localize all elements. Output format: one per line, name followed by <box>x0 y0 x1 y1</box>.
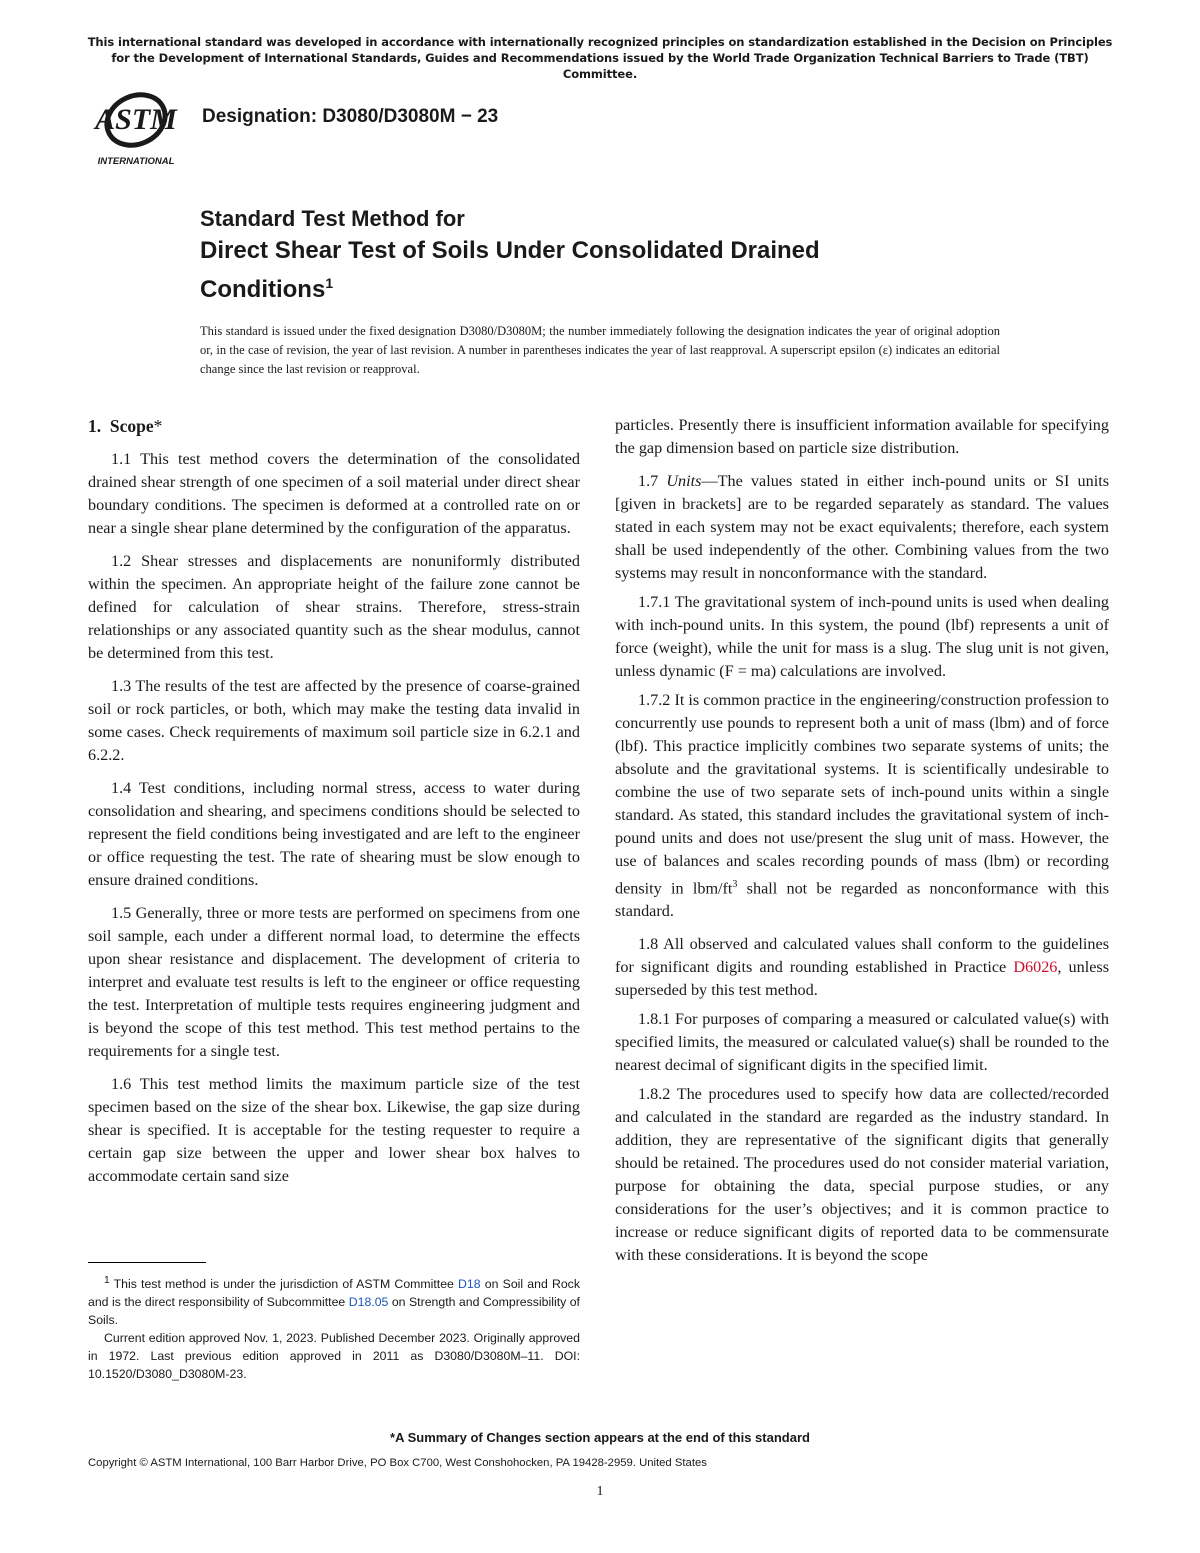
p1-7-2-sup: 3 <box>732 879 738 890</box>
subcommittee-d18-05-link[interactable]: D18.05 <box>348 1295 389 1310</box>
right-column <box>615 414 1109 1277</box>
astm-logo <box>88 86 188 168</box>
logo-letters: ASTM <box>95 103 177 136</box>
d6026-link[interactable]: D6026 <box>1013 958 1058 977</box>
paragraph-1-6-continued: particles. Presently there is insufficient information available for specifying the gap dimension based on particle size distribution. <box>615 416 1109 457</box>
p1-7-text: —The values stated in either inch-pound units or SI units [given in brackets] are to be regarded separately as standard. The values stated in each system may not be exact equivalents; therefore, each system shall be used independently of the other. Combining values from the two systems may result in nonconformance with the standard. <box>615 472 1109 582</box>
title-line-2: Direct Shear Test of Soils Under Consolidated Drained <box>200 237 820 264</box>
footnote-text-b: on Soil and Rock and is the direct responsibility of Subcommittee <box>88 1277 580 1310</box>
paragraph-1-7-2 <box>615 689 1109 923</box>
astm-logo-graphic <box>88 86 188 168</box>
p1-8-text: 1.8 All observed and calculated values shall conform to the guidelines for significant digits and rounding established in Practice <box>615 935 1109 977</box>
p1-8-end: , unless superseded by this test method. <box>615 958 1110 1000</box>
p1-7-2-text: 1.7.2 It is common practice in the engineering/construction profession to concurrently use pounds to represent both a unit of mass (lbm) and of force (lbf). This practice implicitly combines two separate systems of units; the absolute and the gravitational systems. It is scientifically undesirable to combine the use of two separate sets of inch-pound units within a single standard. As stated, this standard includes the gravitational system of inch-pound units and does not use/present the slug unit of mass. However, the use of balances and scales recording pounds of mass (lbm) or recording density in lbm/ft <box>615 691 1109 898</box>
paragraph-1-5: 1.5 Generally, three or more tests are performed on specimens from one soil sample, each under a different normal load, to determine the effects upon shear resistance and displacement. The development of criteria to interpret and evaluate test results is left to the engineer or office requesting the test. Interpretation of multiple tests requires engineering judgment and is beyond the scope of this test method. This test method pertains to the requirements for a single test. <box>88 904 580 1060</box>
section-number: 1. <box>88 416 102 436</box>
title-line-3-text: Conditions <box>200 276 326 303</box>
title-footnote-mark: 1 <box>325 275 334 291</box>
p1-7-number: 1.7 <box>638 472 659 490</box>
paragraph-1-6: 1.6 This test method limits the maximum particle size of the test specimen based on the size of the shear box. Likewise, the gap size during shear is specified. It is acceptable for the testing requester to require a certain gap size between the upper and lower shear box halves to accommodate certain sand size <box>88 1075 580 1185</box>
title-line-1: Standard Test Method for <box>200 206 465 231</box>
paragraph-1-1: 1.1 This test method covers the determination of the consolidated drained shear strength of one specimen of a soil material under direct shear boundary conditions. The specimen is deformed at a controlled rate on or near a single shear plane determined by the configuration of the apparatus. <box>88 450 580 537</box>
paragraph-1-8 <box>615 933 1109 1002</box>
tbt-notice: This international standard was developed in accordance with internationally recognized principles on standardization established in the Decision on Principles for the Development of International Standards, Guides and Recommendations issued by the World Trade Organization Technical Barriers to Trade (TBT) Committee. <box>87 35 1113 81</box>
paragraph-1-2: 1.2 Shear stresses and displacements are nonuniformly distributed within the specimen. An appropriate height of the failure zone cannot be defined for calculation of shear strains. Therefore, stress-strain relationships or any associated quantity such as the shear modulus, cannot be determined from this test. <box>88 552 580 662</box>
logo-subtext: INTERNATIONAL <box>97 156 175 167</box>
section-title: Scope <box>109 416 154 436</box>
title-line-3 <box>200 267 1100 306</box>
page-number: 1 <box>596 1484 604 1499</box>
paragraph-1-4: 1.4 Test conditions, including normal stress, access to water during consolidation and shearing, and specimens conditions should be selected to represent the field conditions being investigated and are left to the engineer or office requesting the test. The rate of shearing must be slow enough to ensure drained conditions. <box>88 779 580 889</box>
committee-d18-link[interactable]: D18 <box>458 1277 481 1292</box>
p1-7-units: Units <box>666 472 702 490</box>
paragraph-1-7-1: 1.7.1 The gravitational system of inch-pound units is used when dealing with inch-pound units. In this system, the pound (lbf) represents a unit of force (weight), while the unit for mass is a slug. The slug unit is not given, unless dynamic (F = ma) calculations are involved. <box>615 593 1109 680</box>
p1-7-2-end: shall not be regarded as nonconformance with this standard. <box>615 879 1109 921</box>
footnote-1 <box>88 1272 580 1329</box>
paragraph-1-8-2: 1.8.2 The procedures used to specify how data are collected/recorded and calculated in the standard are regarded as the industry standard. In addition, they are representative of the significant digits that generally should be retained. The procedures used do not consider material variation, purpose for obtaining the data, special purpose studies, or any considerations for the user’s objectives; and it is common practice to increase or reduce significant digits of reported data to be commensurate with these considerations. It is beyond the scope <box>615 1085 1109 1265</box>
footnote <box>88 1272 580 1383</box>
footnote-text-a: This test method is under the jurisdiction of ASTM Committee <box>109 1277 459 1292</box>
paragraph-1-7 <box>615 470 1109 585</box>
summary-of-changes-note: *A Summary of Changes section appears at the end of this standard <box>390 1430 810 1445</box>
footnote-divider <box>88 1262 206 1263</box>
paragraph-1-8-1: 1.8.1 For purposes of comparing a measured or calculated value(s) with specified limits, the measured or calculated value(s) shall be rounded to the nearest decimal of significant digits in the specified limit. <box>615 1010 1109 1075</box>
footnote-edition: Current edition approved Nov. 1, 2023. Published December 2023. Originally approved in 1972. Last previous edition approved in 2011 as D3080/D3080M–11. DOI: 10.1520/D3080_D3080M-23. <box>88 1331 580 1382</box>
designation: Designation: D3080/D3080M − 23 <box>202 106 499 127</box>
paragraph-1-3: 1.3 The results of the test are affected by the presence of coarse-grained soil or rock particles, or both, which may make the testing data invalid in some cases. Check requirements of maximum soil particle size in 6.2.1 and 6.2.2. <box>88 677 580 764</box>
section-heading <box>88 415 580 438</box>
footnote-text-c: on Strength and Compressibility of Soils. <box>88 1295 580 1328</box>
issue-note: This standard is issued under the fixed designation D3080/D3080M; the number immediately following the designation indicates the year of original adoption or, in the case of revision, the year of last revision. A number in parentheses indicates the year of last reapproval. A superscript epsilon (ε) indicates an editorial change since the last revision or reapproval. <box>200 324 1000 376</box>
left-column <box>88 415 580 1198</box>
copyright: Copyright © ASTM International, 100 Barr Harbor Drive, PO Box C700, West Conshohocken, PA 19428-2959. United States <box>88 1457 707 1469</box>
section-star: * <box>153 416 163 436</box>
document-title <box>200 204 1100 306</box>
footnote-mark: 1 <box>104 1275 110 1286</box>
